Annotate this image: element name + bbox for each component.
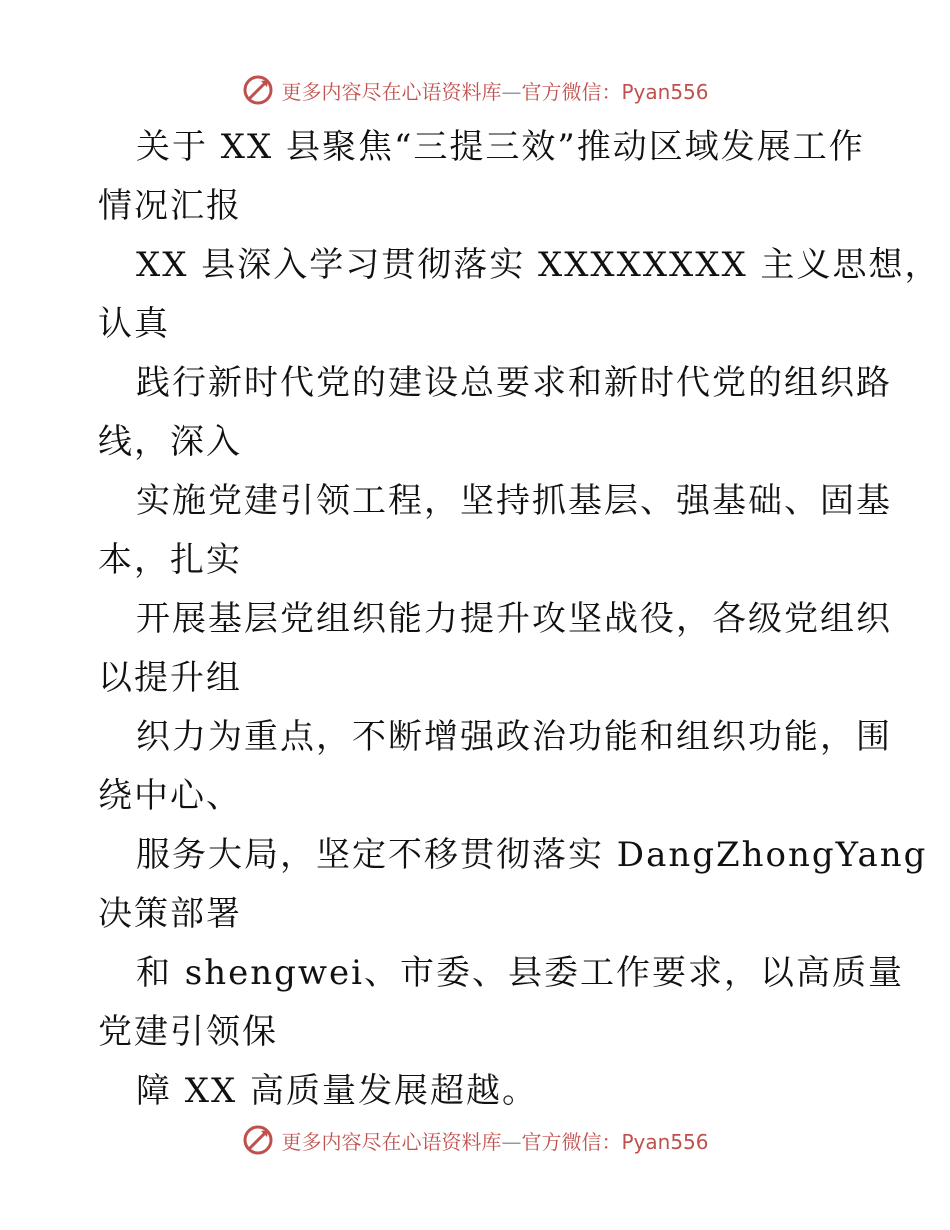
doc-line: 绕中心、 (98, 776, 242, 816)
doc-line-title-1: 关于 XX 县聚焦“三提三效”推动区域发展工作 (136, 127, 865, 167)
watermark-separator: — (501, 1129, 522, 1154)
watermark-text (281, 1126, 708, 1155)
doc-line: 线，深入 (98, 422, 242, 462)
watermark-text (281, 76, 708, 105)
header-watermark (0, 70, 950, 110)
doc-line: 党建引领保 (98, 1012, 278, 1052)
watermark-suffix: 官方微信： (521, 1129, 622, 1154)
doc-line: 和 shengwei、市委、县委工作要求，以高质量 (136, 953, 905, 993)
footer-watermark (0, 1120, 950, 1160)
doc-line: 决策部署 (98, 894, 242, 934)
quill-seal-icon (241, 73, 275, 107)
doc-line: 织力为重点，不断增强政治功能和组织功能，围 (136, 717, 892, 757)
doc-line: XX 县深入学习贯彻落实 XXXXXXXX 主义思想， (136, 245, 941, 285)
watermark-handle: Pyan556 (621, 1129, 709, 1154)
doc-line: 认真 (98, 304, 170, 344)
doc-line: 障 XX 高质量发展超越。 (136, 1071, 539, 1111)
doc-line-title-2: 情况汇报 (98, 186, 242, 226)
watermark-suffix: 官方微信： (521, 79, 622, 104)
doc-line: 服务大局，坚定不移贯彻落实 DangZhongYang (136, 835, 928, 875)
watermark-main: 更多内容尽在心语资料库 (281, 79, 502, 104)
doc-line: 开展基层党组织能力提升攻坚战役，各级党组织 (136, 599, 892, 639)
watermark-separator: — (501, 79, 522, 104)
watermark-handle: Pyan556 (621, 79, 709, 104)
doc-line: 以提升组 (98, 658, 242, 698)
document-body (98, 118, 941, 1121)
watermark-main: 更多内容尽在心语资料库 (281, 1129, 502, 1154)
doc-line: 践行新时代党的建设总要求和新时代党的组织路 (136, 363, 892, 403)
doc-line: 实施党建引领工程，坚持抓基层、强基础、固基 (136, 481, 892, 521)
quill-seal-icon (241, 1123, 275, 1157)
doc-line: 本，扎实 (98, 540, 242, 580)
